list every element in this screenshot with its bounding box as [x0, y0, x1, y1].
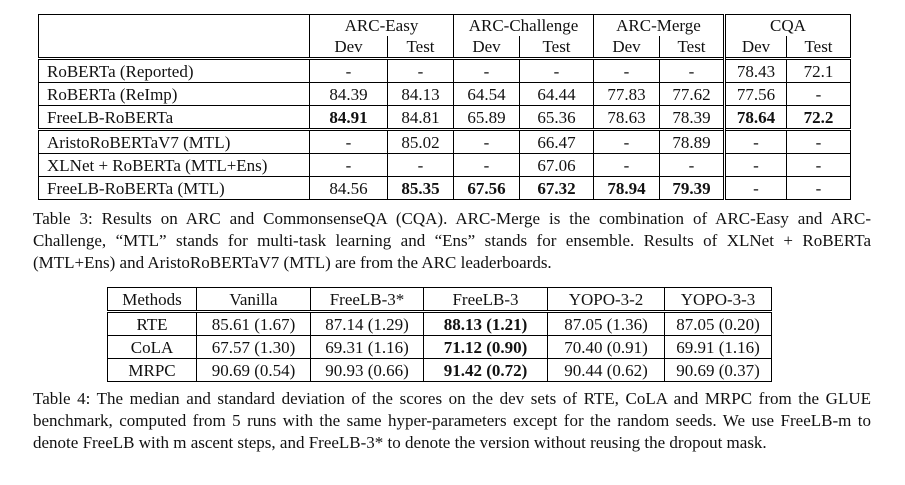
table3-cell: 67.06 — [520, 154, 594, 177]
table3-cell: 77.83 — [594, 83, 660, 106]
table4-cell: 87.05 (1.36) — [548, 312, 665, 336]
table4-header: FreeLB-3* — [311, 288, 424, 312]
table3-sub-header-row — [39, 36, 851, 59]
table4-cell: 70.40 (0.91) — [548, 336, 665, 359]
table3-cell: - — [310, 130, 388, 154]
table3-sub-header: Test — [787, 36, 851, 59]
table4-header: YOPO-3-2 — [548, 288, 665, 312]
table3-caption-text: Results on ARC and CommonsenseQA (CQA). ARC-Merge is the combination of ARC-Easy and ARC-Challenge, “MTL” stands for multi-task learning and “Ens” stands for ensemble. Results of XLNet + RoBERTa (MTL+Ens) and AristoRoBERTaV7 (MTL) are from the ARC leaderboards. — [33, 209, 872, 272]
table3-method-cell: RoBERTa (Reported) — [39, 59, 310, 83]
table3-cell: - — [388, 59, 454, 83]
table3-cell: 84.39 — [310, 83, 388, 106]
table3-cell: 64.54 — [454, 83, 520, 106]
table4-header: FreeLB-3 — [424, 288, 548, 312]
table3-method-cell: RoBERTa (ReImp) — [39, 83, 310, 106]
table4-cell: 90.69 (0.37) — [665, 359, 772, 382]
table3-sub-header: Test — [520, 36, 594, 59]
table3-cell: 78.94 — [594, 177, 660, 200]
table3-cell: - — [787, 130, 851, 154]
table3-sub-header: Dev — [454, 36, 520, 59]
table3-cell: 72.1 — [787, 59, 851, 83]
table3-method-cell: FreeLB-RoBERTa (MTL) — [39, 177, 310, 200]
table-row — [108, 359, 772, 382]
results-table-arc-cqa — [38, 14, 851, 200]
table3-group-header: ARC-Easy — [310, 15, 454, 37]
table-row — [108, 312, 772, 336]
table3-method-cell: XLNet + RoBERTa (MTL+Ens) — [39, 154, 310, 177]
table4-method-cell: CoLA — [108, 336, 197, 359]
table3-cell: 72.2 — [787, 106, 851, 130]
table3-method-header — [39, 15, 310, 37]
table3-cell: 67.32 — [520, 177, 594, 200]
table4-cell: 90.69 (0.54) — [197, 359, 311, 382]
table3-cell: 84.56 — [310, 177, 388, 200]
table3-caption-label: Table 3: — [33, 209, 93, 228]
table3-sub-header: Dev — [725, 36, 787, 59]
table3-sub-header: Dev — [594, 36, 660, 59]
table3-group-header: CQA — [725, 15, 851, 37]
table4-caption-text: The median and standard deviation of the scores on the dev sets of RTE, CoLA and MRPC from the GLUE benchmark, computed from 5 runs with the same hyper-parameters except for the random seeds. We use FreeLB-m to denote FreeLB with m ascent steps, and FreeLB-3* to denote the version without reusing the dropout mask. — [33, 389, 871, 452]
table3-method-header — [39, 36, 310, 59]
table-row — [39, 177, 851, 200]
table4-cell: 67.57 (1.30) — [197, 336, 311, 359]
table4-cell: 90.93 (0.66) — [311, 359, 424, 382]
table3-cell: - — [787, 177, 851, 200]
table-row — [39, 130, 851, 154]
table3-cell: 79.39 — [660, 177, 725, 200]
table4-cell: 85.61 (1.67) — [197, 312, 311, 336]
table4-cell: 91.42 (0.72) — [424, 359, 548, 382]
table-row — [39, 83, 851, 106]
table3-cell: - — [787, 154, 851, 177]
table4-header: Methods — [108, 288, 197, 312]
results-table-glue — [107, 287, 772, 382]
table3-cell: 78.39 — [660, 106, 725, 130]
table3-method-cell: AristoRoBERTaV7 (MTL) — [39, 130, 310, 154]
table4-cell: 88.13 (1.21) — [424, 312, 548, 336]
table3-cell: - — [594, 59, 660, 83]
table3-sub-header: Dev — [310, 36, 388, 59]
table-row — [108, 336, 772, 359]
table4-cell: 69.31 (1.16) — [311, 336, 424, 359]
table3-cell: - — [725, 177, 787, 200]
table3-cell: 67.56 — [454, 177, 520, 200]
table3-cell: - — [725, 154, 787, 177]
table3-cell: 84.13 — [388, 83, 454, 106]
table3-cell: - — [520, 59, 594, 83]
table3-cell: 66.47 — [520, 130, 594, 154]
table4-method-cell: RTE — [108, 312, 197, 336]
table3-cell: 85.02 — [388, 130, 454, 154]
table4-header: YOPO-3-3 — [665, 288, 772, 312]
table-row — [39, 59, 851, 83]
table3-cell: - — [594, 130, 660, 154]
table-row — [39, 154, 851, 177]
table3-cell: - — [454, 59, 520, 83]
table3-cell: - — [660, 59, 725, 83]
table3-cell: - — [594, 154, 660, 177]
table3-cell: 77.56 — [725, 83, 787, 106]
table3-cell: 65.36 — [520, 106, 594, 130]
table3-cell: 78.89 — [660, 130, 725, 154]
table3-cell: - — [388, 154, 454, 177]
table3-cell: - — [725, 130, 787, 154]
table3-group-header-row — [39, 15, 851, 37]
table4-caption-label: Table 4: — [33, 389, 91, 408]
table-row — [39, 106, 851, 130]
table3-cell: - — [454, 130, 520, 154]
table3-cell: 78.43 — [725, 59, 787, 83]
table4-header-row — [108, 288, 772, 312]
table3-caption — [33, 208, 871, 274]
table3-cell: - — [454, 154, 520, 177]
table3-group-header: ARC-Merge — [594, 15, 725, 37]
table4-header: Vanilla — [197, 288, 311, 312]
table3-cell: - — [310, 154, 388, 177]
table4-cell: 87.14 (1.29) — [311, 312, 424, 336]
table3-method-cell: FreeLB-RoBERTa — [39, 106, 310, 130]
table4-method-cell: MRPC — [108, 359, 197, 382]
table3-cell: 78.64 — [725, 106, 787, 130]
table3-cell: - — [310, 59, 388, 83]
table3-cell: 78.63 — [594, 106, 660, 130]
table3-cell: 64.44 — [520, 83, 594, 106]
table3-cell: 65.89 — [454, 106, 520, 130]
table3-cell: - — [787, 83, 851, 106]
table3-cell: 84.81 — [388, 106, 454, 130]
table4-cell: 90.44 (0.62) — [548, 359, 665, 382]
table4-cell: 87.05 (0.20) — [665, 312, 772, 336]
table4-cell: 69.91 (1.16) — [665, 336, 772, 359]
table3-cell: 85.35 — [388, 177, 454, 200]
table3-group-header: ARC-Challenge — [454, 15, 594, 37]
table3-sub-header: Test — [388, 36, 454, 59]
table3-cell: 84.91 — [310, 106, 388, 130]
table4-caption — [33, 388, 871, 454]
table3-cell: 77.62 — [660, 83, 725, 106]
table3-cell: - — [660, 154, 725, 177]
table3-sub-header: Test — [660, 36, 725, 59]
table4-cell: 71.12 (0.90) — [424, 336, 548, 359]
